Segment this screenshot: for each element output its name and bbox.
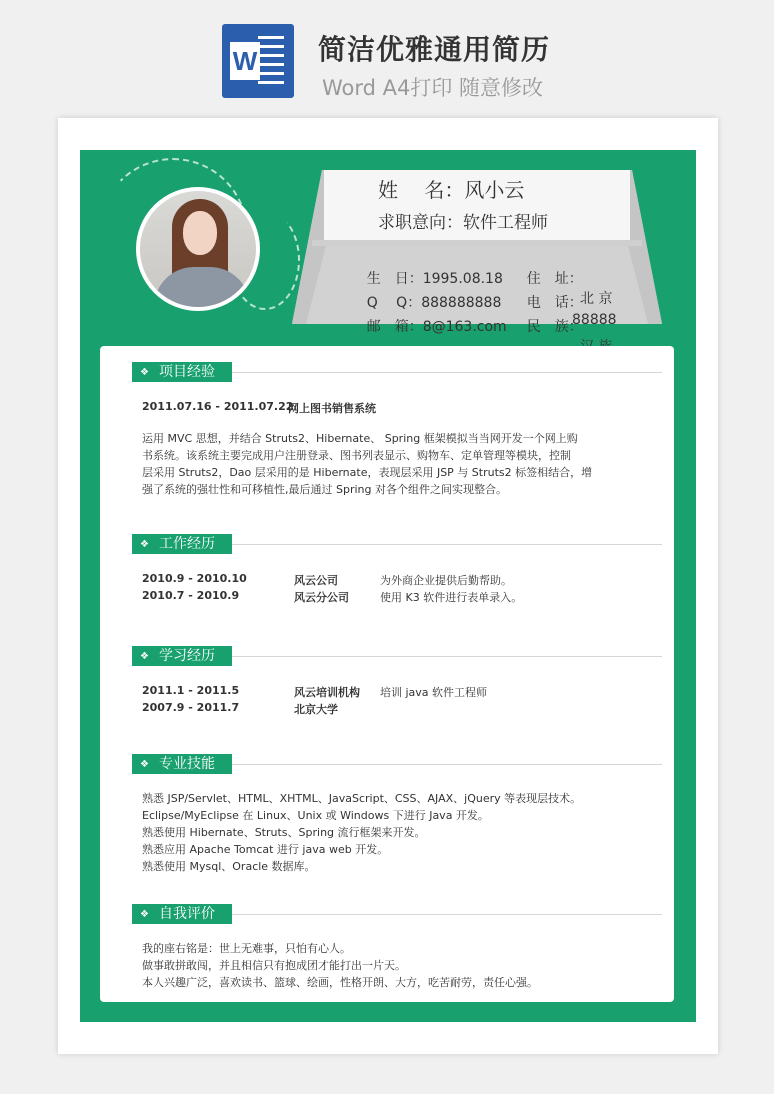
work-desc: 使用 K3 软件进行表单录入。 xyxy=(380,591,523,604)
word-icon xyxy=(222,24,294,98)
candidate-name: 姓 名：风小云 xyxy=(378,178,525,202)
study-org: 北京大学 xyxy=(294,703,338,716)
diamond-icon: ❖ xyxy=(140,651,149,662)
project-description xyxy=(142,430,642,498)
avatar xyxy=(136,187,260,311)
green-background xyxy=(80,150,696,1022)
address-value: 北 京 xyxy=(580,291,613,307)
content-card xyxy=(100,346,674,1002)
work-org: 风云分公司 xyxy=(294,591,349,604)
section-header-work xyxy=(132,534,232,554)
self-line: 我的座右铭是：世上无难事，只怕有心人。 xyxy=(142,942,351,955)
section-divider xyxy=(232,764,662,765)
study-date: 2007.9 - 2011.7 xyxy=(142,701,240,714)
section-header-project xyxy=(132,362,232,382)
skill-line: 熟悉 JSP/Servlet、HTML、XHTML、JavaScript、CSS、AJAX、jQuery 等表现层技术。 xyxy=(142,792,582,805)
skill-line: 熟悉应用 Apache Tomcat 进行 java web 开发。 xyxy=(142,843,389,856)
skills-list xyxy=(142,790,662,875)
study-date: 2011.1 - 2011.5 xyxy=(142,684,240,697)
nation-label: 民 族： xyxy=(526,319,583,335)
section-header-self xyxy=(132,904,232,924)
section-divider xyxy=(232,656,662,657)
study-desc: 培训 java 软件工程师 xyxy=(380,686,488,699)
section-title: 专业技能 xyxy=(158,756,215,772)
birth-value: 1995.08.18 xyxy=(422,271,503,287)
banner xyxy=(0,0,774,118)
work-desc: 为外商企业提供后勤帮助。 xyxy=(380,574,512,587)
phone-label: 电 话： xyxy=(526,295,583,311)
email-value: 8@163.com xyxy=(422,319,507,335)
work-date: 2010.7 - 2010.9 xyxy=(142,589,240,602)
address-label: 住 址： xyxy=(526,271,583,287)
word-pages-icon xyxy=(258,36,284,86)
section-title: 项目经验 xyxy=(158,364,215,380)
word-letter: W xyxy=(230,42,260,80)
section-title: 工作经历 xyxy=(158,536,215,552)
study-org: 风云培训机构 xyxy=(294,686,360,699)
job-intent: 求职意向：软件工程师 xyxy=(378,213,548,233)
email-label: 邮 箱： xyxy=(366,319,423,335)
avatar-face xyxy=(183,211,217,255)
desc-line: 强了系统的强壮性和可移植性,最后通过 Spring 对各个组件之间实现整合。 xyxy=(142,483,507,496)
resume-paper xyxy=(58,118,718,1054)
avatar-shirt xyxy=(154,267,250,311)
project-name: 网上图书销售系统 xyxy=(288,402,376,415)
qq-value: 888888888 xyxy=(421,295,502,311)
banner-subtitle: Word A4打印 随意修改 xyxy=(322,76,544,100)
work-org: 风云公司 xyxy=(294,574,338,587)
diamond-icon: ❖ xyxy=(140,367,149,378)
qq-label: Q Q： xyxy=(366,295,422,311)
diamond-icon: ❖ xyxy=(140,539,149,550)
self-line: 做事敢拼敢闯，并且相信只有抱成团才能打出一片天。 xyxy=(142,959,406,972)
section-divider xyxy=(232,914,662,915)
info-email xyxy=(340,300,507,352)
birth-label: 生 日： xyxy=(366,271,423,287)
section-title: 自我评价 xyxy=(158,906,215,922)
skill-line: Eclipse/MyEclipse 在 Linux、Unix 或 Windows 下进行 Java 开发。 xyxy=(142,809,489,822)
skill-line: 熟悉使用 Hibernate、Struts、Spring 流行框架来开发。 xyxy=(142,826,426,839)
work-date: 2010.9 - 2010.10 xyxy=(142,572,247,585)
self-line: 本人兴趣广泛，喜欢读书、篮球、绘画，性格开朗、大方，吃苦耐劳，责任心强。 xyxy=(142,976,538,989)
banner-title: 简洁优雅通用简历 xyxy=(318,33,551,66)
self-evaluation xyxy=(142,940,662,991)
desc-line: 运用 MVC 思想，并结合 Struts2、Hibernate、 Spring 框架模拟当当网开发一个网上购 xyxy=(142,432,578,445)
section-title: 学习经历 xyxy=(158,648,215,664)
section-header-study xyxy=(132,646,232,666)
diamond-icon: ❖ xyxy=(140,909,149,920)
desc-line: 层采用 Struts2，Dao 层采用的是 Hibernate，表现层采用 JSP 与 Struts2 标签相结合，增 xyxy=(142,466,593,479)
project-date: 2011.07.16 - 2011.07.22 xyxy=(142,400,294,413)
section-header-skills xyxy=(132,754,232,774)
phone-value: 88888 xyxy=(572,312,617,328)
section-divider xyxy=(232,544,662,545)
desc-line: 书系统。该系统主要完成用户注册登录、图书列表显示、购物车、定单管理等模块，控制 xyxy=(142,449,571,462)
header-divider xyxy=(312,240,642,246)
section-divider xyxy=(232,372,662,373)
skill-line: 熟悉使用 Mysql、Oracle 数据库。 xyxy=(142,860,316,873)
diamond-icon: ❖ xyxy=(140,759,149,770)
